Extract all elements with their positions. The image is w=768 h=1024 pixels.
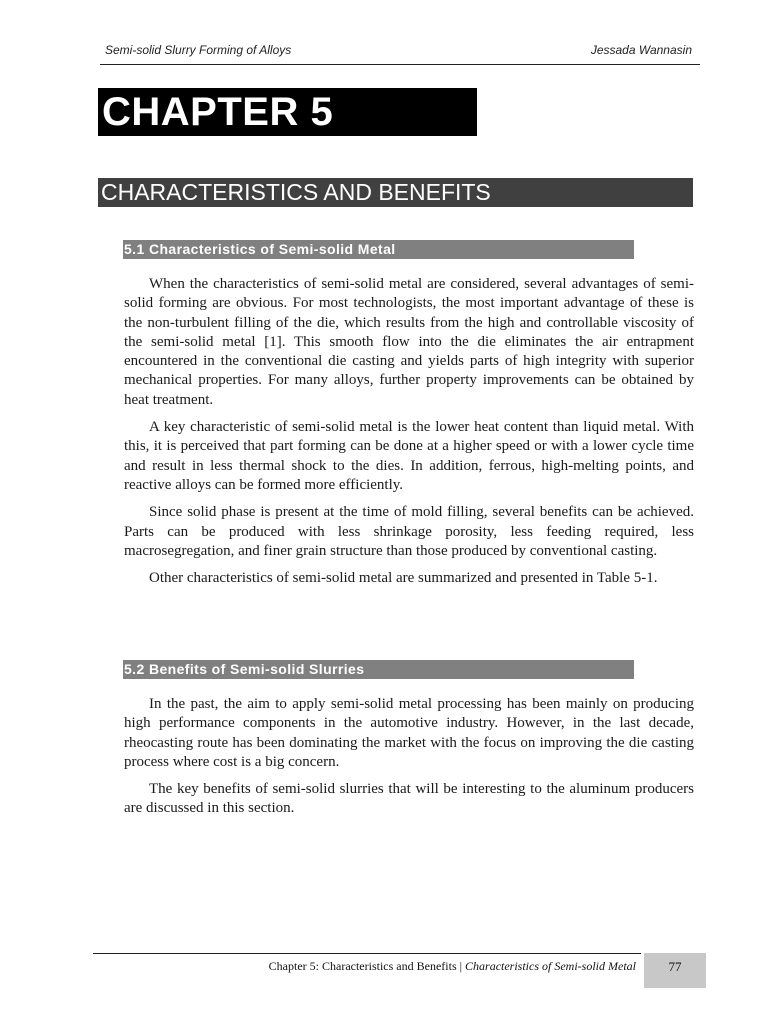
paragraph: The key benefits of semi-solid slurries that will be interesting to the aluminum producers are discussed in this section. [124, 781, 694, 817]
paragraph: In the past, the aim to apply semi-solid metal processing has been mainly on producing high performance components in the automotive industry. However, in the last decade, rheocasting route has been dominating the market with the focus on improving the die casting process where cost is a big concern. [124, 696, 694, 770]
section-heading: 5.1 Characteristics of Semi-solid Metal [123, 240, 634, 259]
chapter-title: CHARACTERISTICS AND BENEFITS [98, 178, 693, 207]
section-body [124, 695, 694, 827]
chapter-label: CHAPTER 5 [98, 88, 477, 136]
page-number: 77 [644, 953, 706, 988]
footer-chapter-text: Chapter 5: Characteristics and Benefits | [268, 959, 466, 973]
header-rule [100, 64, 700, 65]
section-heading: 5.2 Benefits of Semi-solid Slurries [123, 660, 634, 679]
running-header-book-title: Semi-solid Slurry Forming of Alloys [105, 43, 292, 57]
footer-running-title [269, 959, 636, 974]
section-body [124, 275, 694, 596]
paragraph: When the characteristics of semi-solid metal are considered, several advantages of semi-solid forming are obvious. For most technologists, the most important advantage of these is the non-turbulent filling of the die, which results from the high and controllable viscosity of the semi-solid metal [1]. This smooth flow into the die eliminates the air entrapment encountered in the conventional die casting and yields parts of high integrity with superior mechanical properties. For many alloys, further property improvements can be obtained by heat treatment. [124, 276, 694, 408]
running-header-author: Jessada Wannasin [590, 43, 692, 57]
footer-rule [93, 953, 641, 954]
footer-section-text: Characteristics of Semi-solid Metal [465, 959, 636, 973]
paragraph: Other characteristics of semi-solid metal are summarized and presented in Table 5-1. [149, 570, 658, 587]
paragraph: Since solid phase is present at the time of mold filling, several benefits can be achieved. Parts can be produced with less shrinkage porosity, less feeding required, less macrosegregation, and finer grain structure than those produced by conventional casting. [124, 504, 694, 559]
paragraph: A key characteristic of semi-solid metal is the lower heat content than liquid metal. With this, it is perceived that part forming can be done at a higher speed or with a lower cycle time and result in less thermal shock to the dies. In addition, ferrous, high-melting points, and reactive alloys can be formed more efficiently. [124, 419, 694, 493]
